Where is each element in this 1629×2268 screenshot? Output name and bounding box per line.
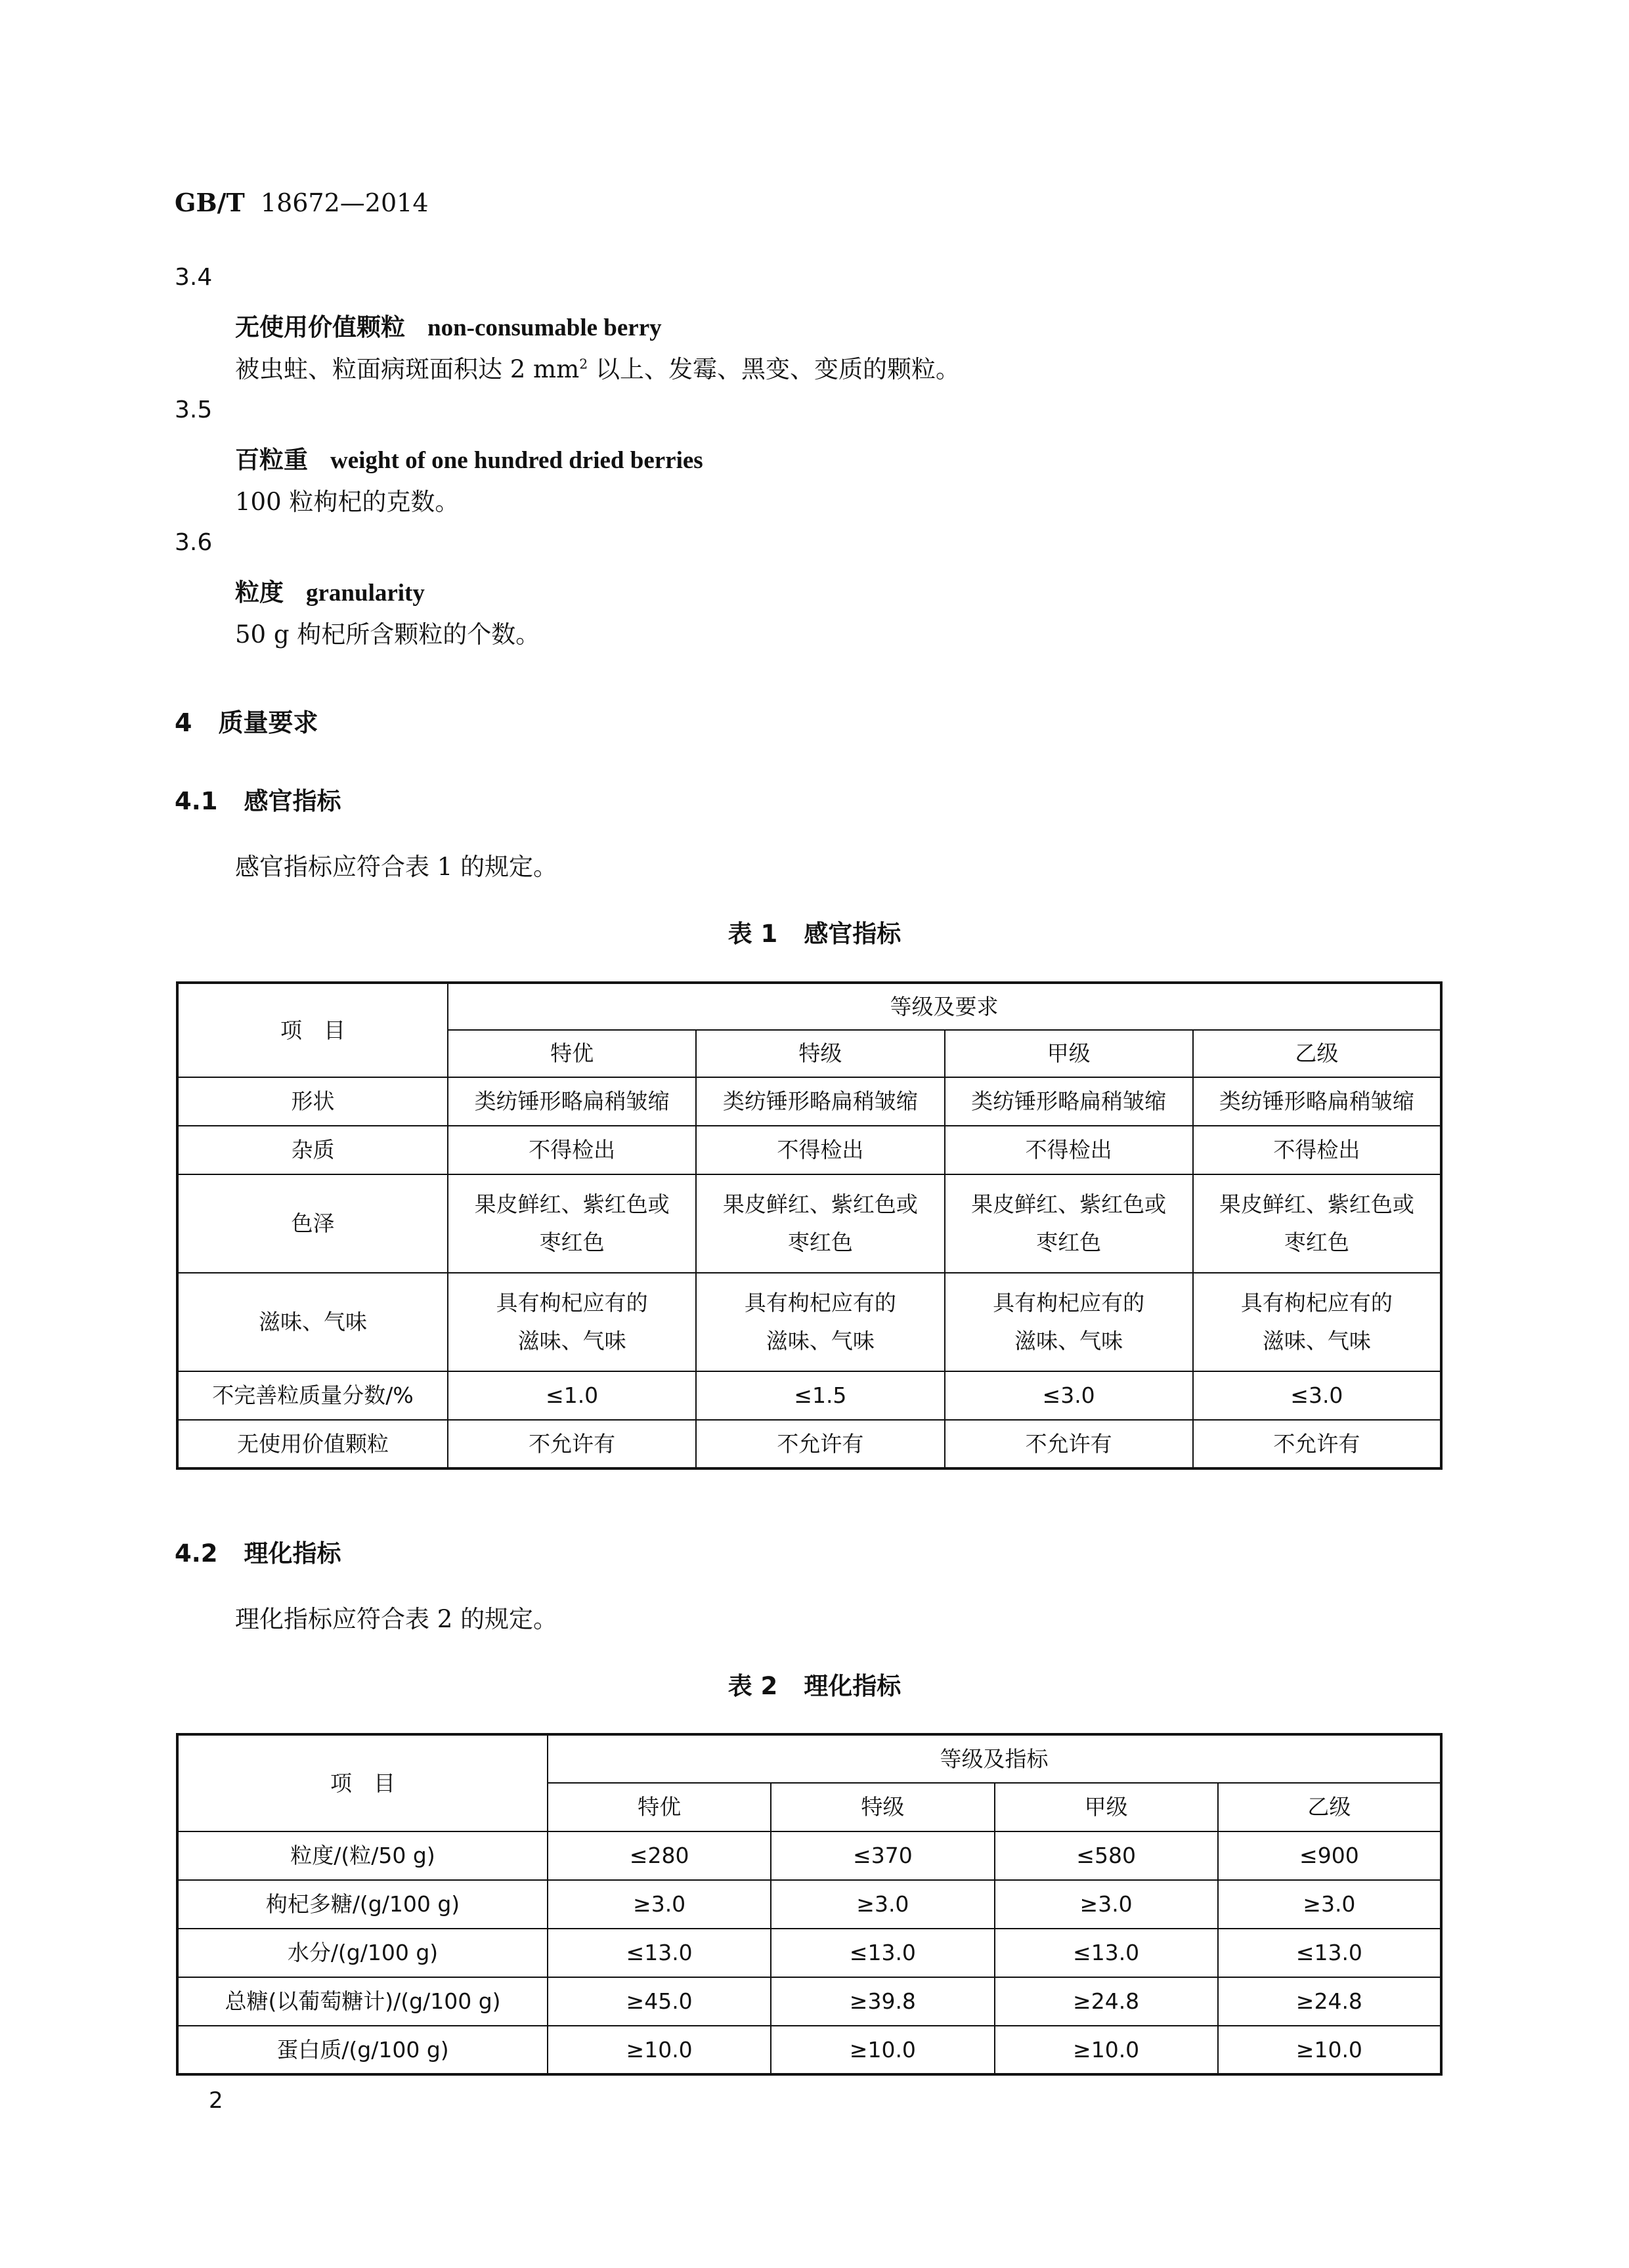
table-header-grade: 甲级 <box>945 1030 1193 1077</box>
table-row <box>177 1077 1441 1126</box>
term-heading-3-6 <box>235 572 425 608</box>
table-1 <box>176 981 1443 1470</box>
table-header-grade: 特级 <box>696 1030 944 1077</box>
table-header-group: 等级及要求 <box>448 983 1441 1030</box>
row-label: 水分/(g/100 g) <box>177 1929 548 1977</box>
table-2-title: 表 2 理化指标 <box>728 1672 901 1700</box>
table-header-grade: 特优 <box>448 1030 696 1077</box>
table-cell: 果皮鲜红、紫红色或 枣红色 <box>696 1174 944 1273</box>
row-label: 色泽 <box>177 1174 448 1273</box>
table-cell: ≥10.0 <box>995 2026 1218 2074</box>
row-label: 总糖(以葡萄糖计)/(g/100 g) <box>177 1977 548 2026</box>
table-cell: ≤1.5 <box>696 1371 944 1420</box>
table-row <box>177 1831 1441 1880</box>
table-cell: ≤3.0 <box>1193 1371 1441 1420</box>
subsection-heading-4-2: 4.2 理化指标 <box>175 1539 341 1568</box>
table-cell: 果皮鲜红、紫红色或 枣红色 <box>945 1174 1193 1273</box>
table-header-grade: 甲级 <box>995 1783 1218 1831</box>
table-cell: ≥10.0 <box>548 2026 771 2074</box>
row-label: 无使用价值颗粒 <box>177 1420 448 1468</box>
row-label: 蛋白质/(g/100 g) <box>177 2026 548 2074</box>
subsection-text-4-1: 感官指标应符合表 1 的规定。 <box>235 853 558 881</box>
table-cell: 具有枸杞应有的 滋味、气味 <box>696 1273 944 1371</box>
table-cell: 具有枸杞应有的 滋味、气味 <box>945 1273 1193 1371</box>
table-cell: ≤13.0 <box>995 1929 1218 1977</box>
table-cell: ≥3.0 <box>995 1880 1218 1929</box>
row-label: 不完善粒质量分数/% <box>177 1371 448 1420</box>
row-label: 粒度/(粒/50 g) <box>177 1831 548 1880</box>
term-zh: 粒度 <box>235 578 284 607</box>
table-cell: ≤13.0 <box>1218 1929 1441 1977</box>
table-row <box>177 1273 1441 1371</box>
table-cell: 不得检出 <box>945 1126 1193 1174</box>
table-cell: ≥3.0 <box>771 1880 994 1929</box>
table-cell: ≤13.0 <box>548 1929 771 1977</box>
table-cell: 不得检出 <box>448 1126 696 1174</box>
term-en: non-consumable berry <box>427 314 662 341</box>
term-en: granularity <box>306 580 425 607</box>
table-cell: 不得检出 <box>1193 1126 1441 1174</box>
term-heading-3-4 <box>235 307 662 343</box>
table-cell: 不得检出 <box>696 1126 944 1174</box>
clause-number-3-6: 3.6 <box>175 529 213 556</box>
table-row <box>177 1929 1441 1977</box>
table-cell: ≤13.0 <box>771 1929 994 1977</box>
term-en: weight of one hundred dried berries <box>330 447 703 474</box>
table-row <box>177 2026 1441 2074</box>
table-cell: ≥10.0 <box>1218 2026 1441 2074</box>
table-header-grade: 乙级 <box>1193 1030 1441 1077</box>
document-id <box>175 188 429 217</box>
table-cell: 具有枸杞应有的 滋味、气味 <box>448 1273 696 1371</box>
table-cell: ≥10.0 <box>771 2026 994 2074</box>
row-label: 形状 <box>177 1077 448 1126</box>
table-cell: 具有枸杞应有的 滋味、气味 <box>1193 1273 1441 1371</box>
table-row <box>177 1977 1441 2026</box>
term-heading-3-5 <box>235 440 703 475</box>
term-zh: 无使用价值颗粒 <box>235 312 405 341</box>
row-label: 滋味、气味 <box>177 1273 448 1371</box>
term-zh: 百粒重 <box>235 445 308 474</box>
document-id-prefix: GB/T <box>175 188 245 217</box>
table-header-grade: 特优 <box>548 1783 771 1831</box>
table-1-title: 表 1 感官指标 <box>728 920 901 948</box>
table-cell: ≥3.0 <box>1218 1880 1441 1929</box>
table-row <box>177 1126 1441 1174</box>
subsection-heading-4-1: 4.1 感官指标 <box>175 787 341 815</box>
table-cell: 果皮鲜红、紫红色或 枣红色 <box>448 1174 696 1273</box>
table-cell: ≤370 <box>771 1831 994 1880</box>
table-cell: 不允许有 <box>696 1420 944 1468</box>
table-cell: ≥39.8 <box>771 1977 994 2026</box>
section-heading-4: 4 质量要求 <box>175 708 318 737</box>
table-header-item: 项 目 <box>177 983 448 1077</box>
table-row <box>177 1420 1441 1468</box>
document-id-number: 18672—2014 <box>260 188 429 217</box>
table-cell: ≥24.8 <box>1218 1977 1441 2026</box>
table-cell: ≤280 <box>548 1831 771 1880</box>
table-header-group: 等级及指标 <box>548 1734 1441 1783</box>
table-cell: ≤3.0 <box>945 1371 1193 1420</box>
table-cell: ≥45.0 <box>548 1977 771 2026</box>
term-definition-3-6: 50 g 枸杞所含颗粒的个数。 <box>235 620 540 649</box>
table-cell: 不允许有 <box>1193 1420 1441 1468</box>
page-number: 2 <box>209 2087 223 2114</box>
table-row <box>177 1174 1441 1273</box>
table-cell: ≥3.0 <box>548 1880 771 1929</box>
table-header-grade: 特级 <box>771 1783 994 1831</box>
table-2 <box>176 1733 1443 2076</box>
table-cell: 类纺锤形略扁稍皱缩 <box>448 1077 696 1126</box>
table-row <box>177 1371 1441 1420</box>
table-row <box>177 1880 1441 1929</box>
row-label: 杂质 <box>177 1126 448 1174</box>
table-cell: 类纺锤形略扁稍皱缩 <box>945 1077 1193 1126</box>
table-header-grade: 乙级 <box>1218 1783 1441 1831</box>
row-label: 枸杞多糖/(g/100 g) <box>177 1880 548 1929</box>
subsection-text-4-2: 理化指标应符合表 2 的规定。 <box>235 1605 558 1633</box>
table-cell: ≤1.0 <box>448 1371 696 1420</box>
table-cell: ≤580 <box>995 1831 1218 1880</box>
term-definition-3-4: 被虫蛀、粒面病斑面积达 2 $mm^2$ 以上、发霉、黑变、变质的颗粒。 <box>235 355 960 383</box>
clause-number-3-4: 3.4 <box>175 264 213 291</box>
table-cell: ≥24.8 <box>995 1977 1218 2026</box>
table-cell: 不允许有 <box>448 1420 696 1468</box>
table-cell: 果皮鲜红、紫红色或 枣红色 <box>1193 1174 1441 1273</box>
table-cell: 类纺锤形略扁稍皱缩 <box>1193 1077 1441 1126</box>
table-cell: 不允许有 <box>945 1420 1193 1468</box>
clause-number-3-5: 3.5 <box>175 396 213 423</box>
table-cell: ≤900 <box>1218 1831 1441 1880</box>
term-definition-3-5: 100 粒枸杞的克数。 <box>235 488 460 516</box>
table-header-item: 项 目 <box>177 1734 548 1831</box>
table-cell: 类纺锤形略扁稍皱缩 <box>696 1077 944 1126</box>
